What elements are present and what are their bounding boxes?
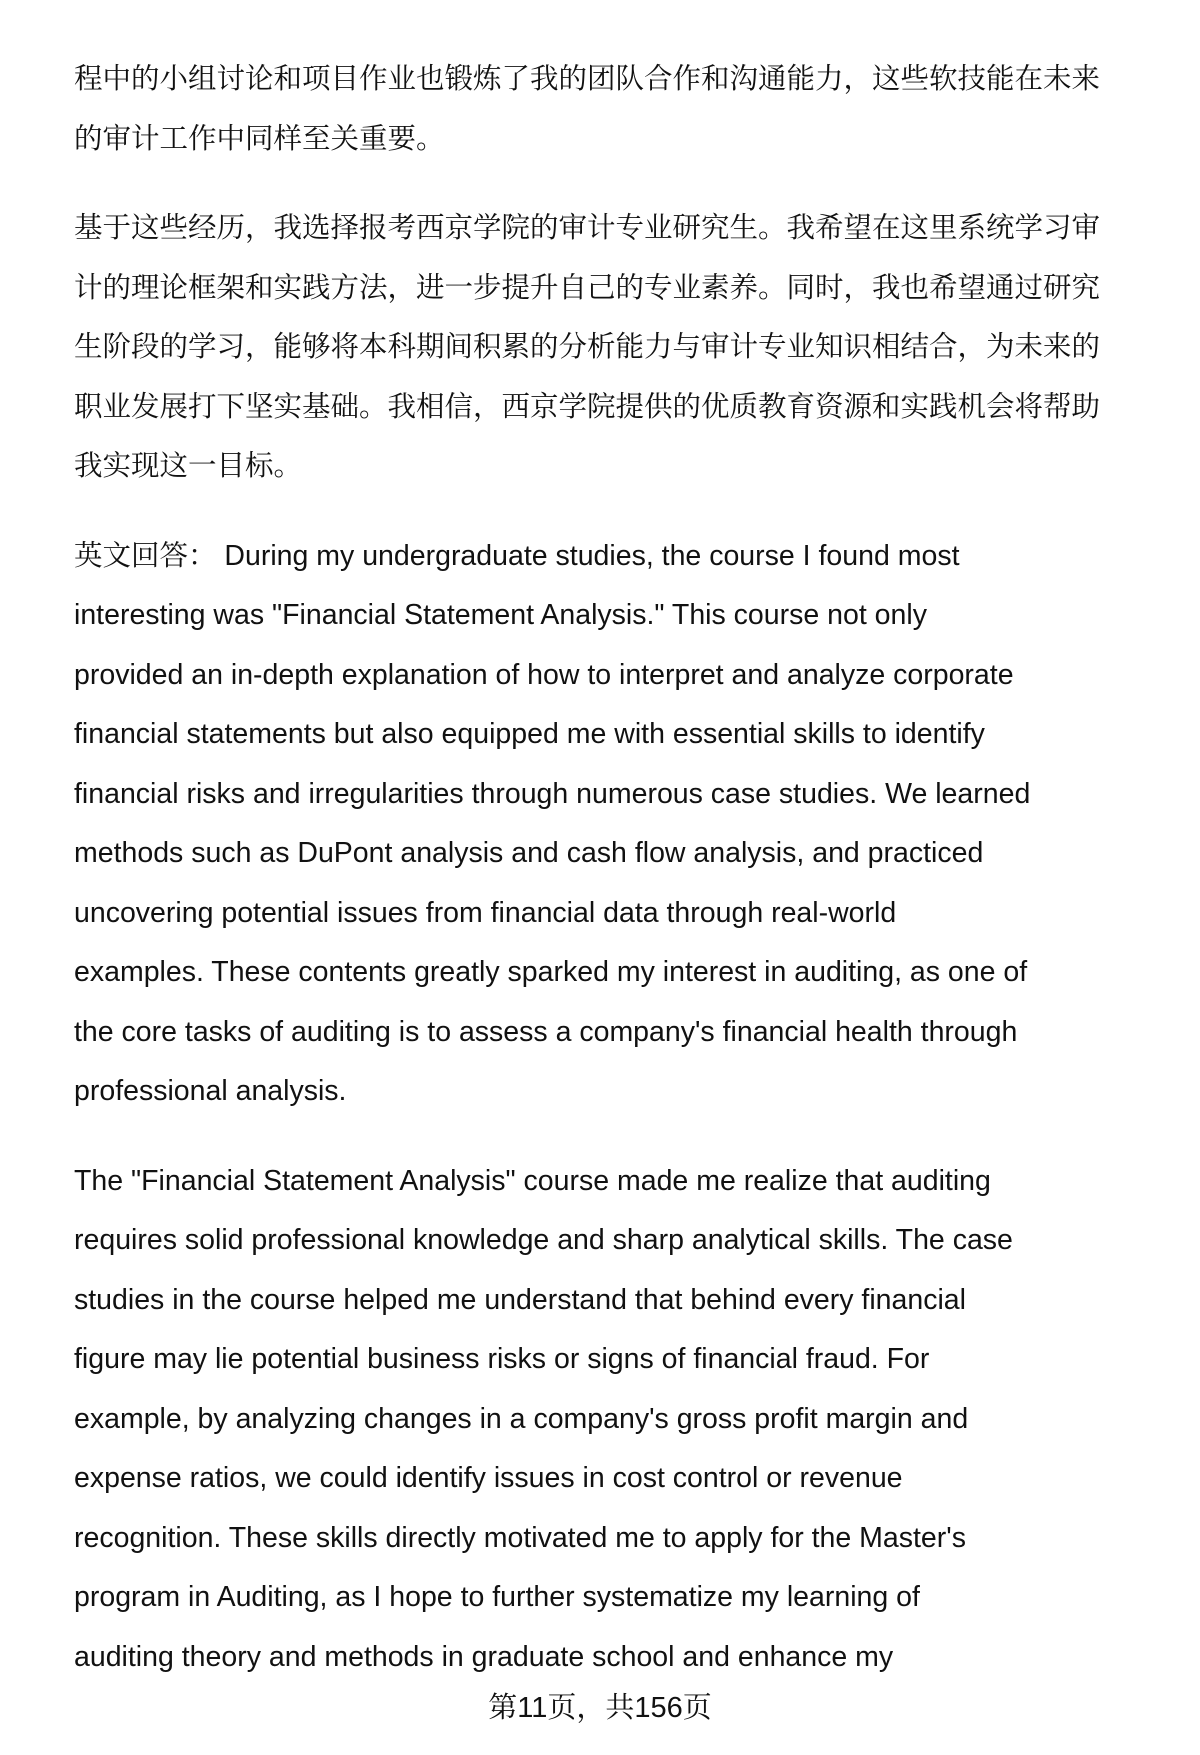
text-line: financial statements but also equipped me with essential skills to identify <box>74 718 985 750</box>
text-line: The "Financial Statement Analysis" course made me realize that auditing <box>74 1164 991 1197</box>
text-line: recognition. These skills directly motivated me to apply for the Master's <box>74 1521 966 1554</box>
text-line: auditing theory and methods in graduate school and enhance my <box>74 1640 894 1673</box>
text-line: 程中的小组讨论和项目作业也锻炼了我的团队合作和沟通能力，这些软技能在未来 <box>74 63 1101 95</box>
text-line: uncovering potential issues from financial data through real-world <box>74 896 897 929</box>
text-line: 计的理论框架和实践方法，进一步提升自己的专业素养。同时，我也希望通过研究 <box>74 271 1101 304</box>
text-line: 英文回答： During my undergraduate studies, the course I found most <box>74 539 960 572</box>
document-body <box>74 50 1174 1717</box>
text-line: example, by analyzing changes in a company's gross profit margin and <box>74 1402 969 1435</box>
text-line: provided an in-depth explanation of how to interpret and analyze corporate <box>74 658 1014 691</box>
text-line: 我实现这一目标。 <box>74 450 303 482</box>
text-line: 职业发展打下坚实基础。我相信，西京学院提供的优质教育资源和实践机会将帮助 <box>74 390 1101 423</box>
paragraph <box>74 1152 1174 1688</box>
paragraph <box>74 527 1174 1122</box>
text-line: 的审计工作中同样至关重要。 <box>74 122 445 155</box>
text-line: studies in the course helped me understand that behind every financial <box>74 1283 966 1316</box>
text-line: requires solid professional knowledge and sharp analytical skills. The case <box>74 1224 1013 1256</box>
text-line: financial risks and irregularities through numerous case studies. We learned <box>74 777 1031 810</box>
page-number: 第11页，共156页 <box>488 1692 712 1724</box>
text-line: professional analysis. <box>74 1075 347 1107</box>
text-line: program in Auditing, as I hope to further systematize my learning of <box>74 1581 920 1613</box>
text-line: 基于这些经历，我选择报考西京学院的审计专业研究生。我希望在这里系统学习审 <box>74 212 1101 244</box>
paragraph <box>74 50 1174 169</box>
text-line: interesting was "Financial Statement Analysis." This course not only <box>74 599 927 631</box>
paragraph <box>74 199 1174 497</box>
text-line: 生阶段的学习，能够将本科期间积累的分析能力与审计专业知识相结合，为未来的 <box>74 331 1101 363</box>
text-line: examples. These contents greatly sparked my interest in auditing, as one of <box>74 956 1028 988</box>
text-line: figure may lie potential business risks or signs of financial fraud. For <box>74 1343 930 1375</box>
text-line: methods such as DuPont analysis and cash flow analysis, and practiced <box>74 837 984 869</box>
text-line: the core tasks of auditing is to assess a company's financial health through <box>74 1015 1018 1048</box>
text-line: expense ratios, we could identify issues in cost control or revenue <box>74 1462 903 1494</box>
